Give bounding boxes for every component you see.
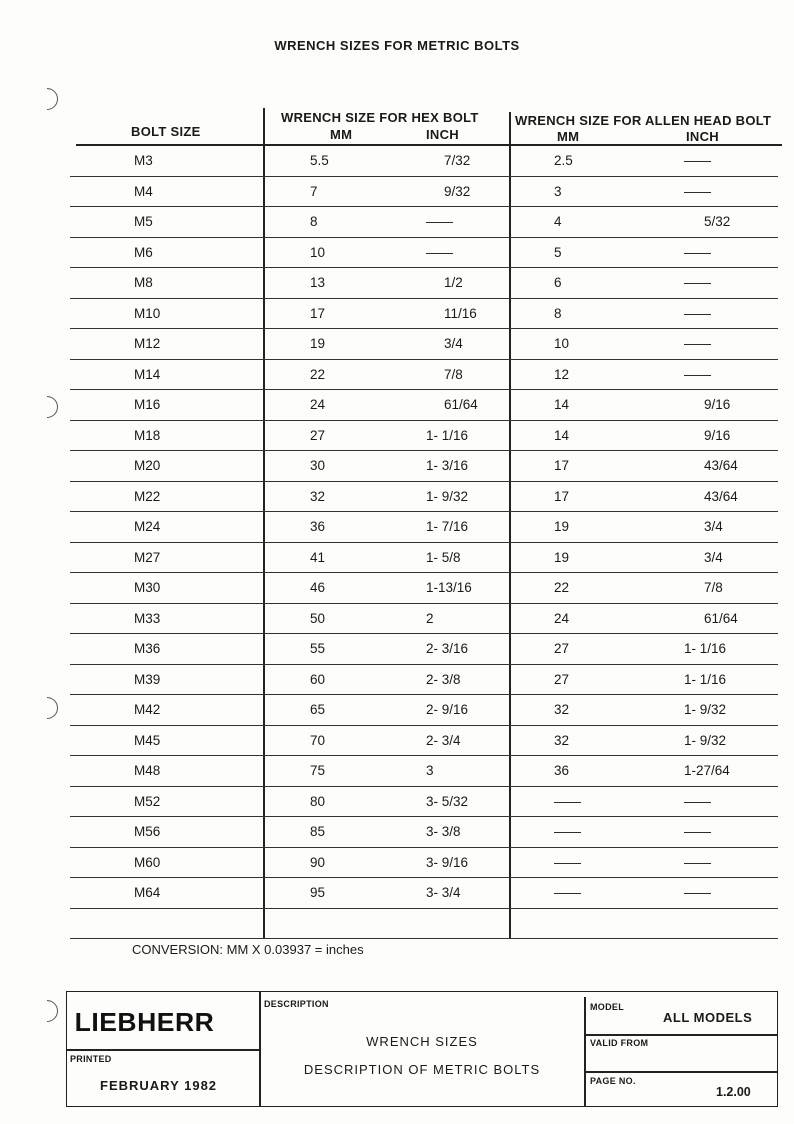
hex-inch-cell: 2- 9/16 [426,702,469,717]
bolt-size-cell: M5 [134,214,153,229]
bolt-size-cell: M60 [134,854,161,870]
page-number-value: 1.2.00 [716,1085,751,1099]
bolt-size-cell: M42 [134,702,161,717]
allen-mm-cell: —— [554,854,581,870]
hex-inch-cell: 7/32 [444,153,471,168]
conversion-note: CONVERSION: MM X 0.03937 = inches [132,942,364,957]
bolt-size-cell: M56 [134,824,161,839]
allen-inch-cell: 1- 1/16 [684,671,727,687]
hex-mm-cell: 46 [310,580,326,595]
bolt-size-cell: M12 [134,336,161,351]
hex-mm-cell: 36 [310,519,326,534]
binder-hole [47,1000,58,1022]
hex-inch-cell: 1- 5/8 [426,549,461,565]
allen-inch-cell: —— [684,244,711,260]
allen-mm-cell: 17 [554,458,570,473]
allen-inch-cell: 3/4 [704,549,723,565]
hex-inch-cell: 1- 1/16 [426,427,469,443]
binder-hole [47,697,58,719]
hex-inch-cell: 3- 9/16 [426,854,469,870]
header-hex-group: WRENCH SIZE FOR HEX BOLT [281,110,479,125]
bolt-size-cell: M18 [134,427,161,443]
allen-inch-cell: 1- 9/32 [684,702,727,717]
allen-inch-cell: 5/32 [704,214,731,229]
hex-mm-cell: 60 [310,671,326,687]
hex-mm-cell: 17 [310,305,326,321]
row-divider [70,603,778,604]
bolt-size-cell: M33 [134,610,161,626]
bolt-size-cell: M30 [134,580,161,595]
allen-mm-cell: 6 [554,275,562,290]
header-allen-mm: MM [557,129,580,144]
allen-mm-cell: 14 [554,427,570,443]
title-block-divider [584,997,586,1107]
bolt-size-cell: M24 [134,519,161,534]
hex-mm-cell: 55 [310,641,326,656]
row-divider [70,206,778,207]
allen-inch-cell: —— [684,336,711,351]
row-divider [70,481,778,482]
allen-inch-cell: —— [684,305,711,321]
row-divider [70,664,778,665]
hex-inch-cell: 3 [426,763,434,778]
allen-mm-cell: 19 [554,519,570,534]
hex-inch-cell: 3/4 [444,336,463,351]
hex-mm-cell: 8 [310,214,318,229]
allen-mm-cell: —— [554,793,581,809]
allen-mm-cell: 8 [554,305,562,321]
bolt-size-cell: M6 [134,244,153,260]
allen-inch-cell: —— [684,366,711,382]
bolt-size-cell: M14 [134,366,161,382]
allen-inch-cell: —— [684,793,711,809]
allen-mm-cell: 27 [554,641,570,656]
bolt-size-cell: M22 [134,488,161,504]
allen-mm-cell: 17 [554,488,570,504]
hex-mm-cell: 70 [310,732,326,748]
page-number-label: PAGE NO. [590,1076,636,1086]
title-block-rule [66,1049,260,1051]
bolt-size-cell: M45 [134,732,161,748]
allen-mm-cell: 10 [554,336,570,351]
hex-mm-cell: 65 [310,702,326,717]
hex-mm-cell: 24 [310,397,326,412]
hex-inch-cell: 2 [426,610,434,626]
hex-inch-cell: 2- 3/8 [426,671,461,687]
title-block-rule [584,1071,777,1073]
allen-mm-cell: 3 [554,183,562,199]
hex-mm-cell: 75 [310,763,326,778]
bolt-size-cell: M16 [134,397,161,412]
allen-mm-cell: —— [554,885,581,900]
header-rule [76,144,782,146]
allen-mm-cell: 5 [554,244,562,260]
row-divider [70,938,778,939]
row-divider [70,237,778,238]
hex-inch-cell: 1-13/16 [426,580,472,595]
allen-inch-cell: 9/16 [704,397,731,412]
row-divider [70,877,778,878]
hex-inch-cell: 2- 3/16 [426,641,469,656]
row-divider [70,267,778,268]
bolt-size-cell: M48 [134,763,161,778]
liebherr-logo: LIEBHERR [74,1007,215,1037]
row-divider [70,633,778,634]
allen-mm-cell: 27 [554,671,570,687]
hex-inch-cell: 3- 3/8 [426,824,461,839]
allen-mm-cell: —— [554,824,581,839]
bolt-size-cell: M3 [134,153,153,168]
hex-inch-cell: 3- 3/4 [426,885,461,900]
row-divider [70,725,778,726]
bolt-size-cell: M8 [134,275,153,290]
row-divider [70,694,778,695]
bolt-size-cell: M39 [134,671,161,687]
allen-mm-cell: 12 [554,366,570,382]
row-divider [70,359,778,360]
allen-inch-cell: 43/64 [704,488,738,504]
row-divider [70,420,778,421]
hex-mm-cell: 19 [310,336,326,351]
hex-inch-cell: 3- 5/32 [426,793,469,809]
printed-value: FEBRUARY 1982 [100,1078,218,1093]
row-divider [70,389,778,390]
hex-mm-cell: 41 [310,549,326,565]
allen-inch-cell: —— [684,153,711,168]
hex-mm-cell: 85 [310,824,326,839]
hex-mm-cell: 5.5 [310,153,329,168]
allen-inch-cell: 1- 9/32 [684,732,727,748]
column-divider-hex [263,108,265,938]
bolt-size-cell: M64 [134,885,161,900]
hex-mm-cell: 22 [310,366,326,382]
hex-inch-cell: —— [426,214,453,229]
allen-inch-cell: —— [684,183,711,199]
allen-mm-cell: 4 [554,214,562,229]
header-bolt-size: BOLT SIZE [131,124,201,139]
allen-inch-cell: 1- 1/16 [684,641,727,656]
hex-mm-cell: 90 [310,854,326,870]
hex-mm-cell: 13 [310,275,326,290]
row-divider [70,847,778,848]
hex-inch-cell: 1- 3/16 [426,458,469,473]
allen-inch-cell: —— [684,824,711,839]
binder-hole [47,396,58,418]
bolt-size-cell: M52 [134,793,161,809]
allen-inch-cell: —— [684,854,711,870]
hex-inch-cell: 9/32 [444,183,471,199]
allen-inch-cell: —— [684,885,711,900]
hex-inch-cell: 2- 3/4 [426,732,461,748]
bolt-size-cell: M10 [134,305,161,321]
hex-mm-cell: 50 [310,610,326,626]
hex-mm-cell: 95 [310,885,326,900]
row-divider [70,816,778,817]
allen-inch-cell: 9/16 [704,427,731,443]
hex-inch-cell: 11/16 [444,305,477,321]
row-divider [70,755,778,756]
allen-inch-cell: 43/64 [704,458,738,473]
bolt-size-cell: M36 [134,641,161,656]
row-divider [70,450,778,451]
title-block-rule [584,1034,777,1036]
row-divider [70,328,778,329]
row-divider [70,908,778,909]
allen-mm-cell: 2.5 [554,153,573,168]
description-line-1: WRENCH SIZES [366,1034,478,1049]
hex-inch-cell: 61/64 [444,397,478,412]
allen-mm-cell: 36 [554,763,570,778]
description-line-2: DESCRIPTION OF METRIC BOLTS [303,1062,541,1077]
valid-from-label: VALID FROM [590,1038,649,1048]
hex-inch-cell: 1- 7/16 [426,519,469,534]
allen-inch-cell: 1-27/64 [684,763,730,778]
bolt-size-cell: M27 [134,549,161,565]
row-divider [70,542,778,543]
hex-mm-cell: 10 [310,244,326,260]
allen-mm-cell: 22 [554,580,570,595]
row-divider [70,511,778,512]
binder-hole [47,88,58,110]
header-allen-group: WRENCH SIZE FOR ALLEN HEAD BOLT [515,113,772,128]
printed-label: PRINTED [70,1054,112,1064]
allen-inch-cell: 7/8 [704,580,723,595]
hex-inch-cell: 7/8 [444,366,463,382]
row-divider [70,298,778,299]
allen-mm-cell: 32 [554,732,570,748]
header-hex-mm: MM [330,127,353,142]
bolt-size-cell: M20 [134,458,161,473]
allen-mm-cell: 32 [554,702,570,717]
hex-mm-cell: 27 [310,427,326,443]
hex-mm-cell: 32 [310,488,326,504]
header-hex-inch: INCH [426,127,459,142]
allen-inch-cell: 3/4 [704,519,723,534]
description-label: DESCRIPTION [264,999,329,1009]
row-divider [70,572,778,573]
hex-inch-cell: —— [426,244,453,260]
allen-mm-cell: 24 [554,610,570,626]
allen-mm-cell: 19 [554,549,570,565]
row-divider [70,176,778,177]
hex-inch-cell: 1- 9/32 [426,488,469,504]
model-value: ALL MODELS [663,1010,753,1025]
hex-inch-cell: 1/2 [444,275,463,290]
bolt-size-cell: M4 [134,183,153,199]
allen-inch-cell: 61/64 [704,610,738,626]
hex-mm-cell: 30 [310,458,326,473]
row-divider [70,786,778,787]
model-label: MODEL [590,1002,624,1012]
allen-mm-cell: 14 [554,397,570,412]
page-title: WRENCH SIZES FOR METRIC BOLTS [274,38,520,53]
header-allen-inch: INCH [686,129,719,144]
allen-inch-cell: —— [684,275,711,290]
hex-mm-cell: 80 [310,793,326,809]
hex-mm-cell: 7 [310,183,318,199]
